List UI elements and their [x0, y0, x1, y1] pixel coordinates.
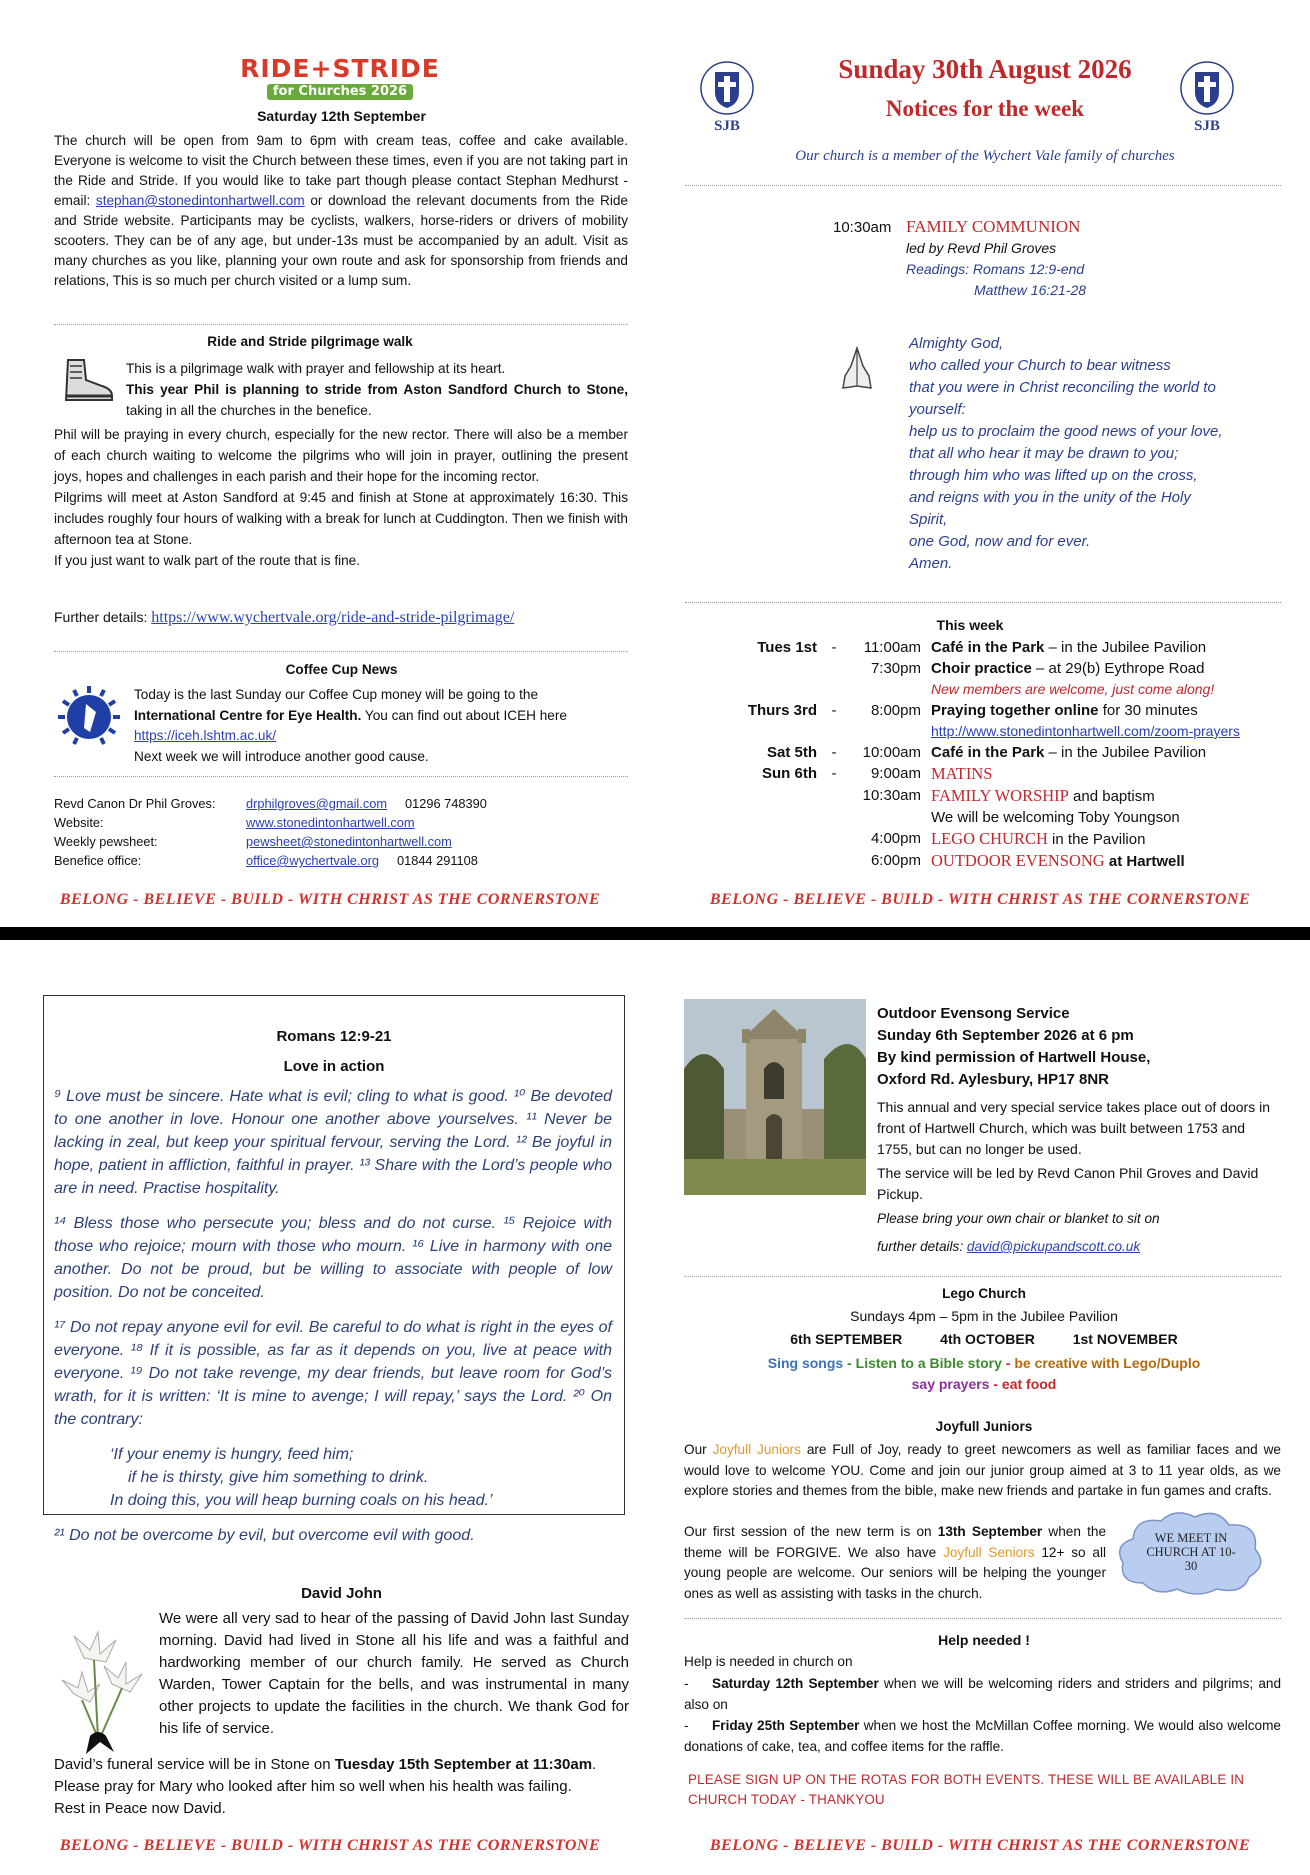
evensong-further: further details: [877, 1239, 967, 1254]
lego-activity: say prayers [911, 1376, 990, 1392]
schedule-day [731, 807, 821, 828]
lego-date: 6th SEPTEMBER [790, 1331, 903, 1347]
coffee-line-4: Next week we will introduce another good cause. [134, 748, 429, 764]
lego-activity: eat food [1001, 1376, 1057, 1392]
schedule-dash [821, 721, 847, 742]
walk-line-2-bold: This year Phil is planning to stride from Aston Sandford Church to Stone, [126, 382, 628, 397]
lego-date: 1st NOVEMBER [1072, 1331, 1178, 1347]
contact-label: Weekly pewsheet: [54, 834, 158, 849]
schedule-day: Sat 5th [766, 744, 817, 761]
schedule-time: 10:00am [862, 744, 921, 761]
collect-line: Almighty God, [909, 335, 1004, 352]
david-para-4: Rest in Peace now David. [54, 1800, 226, 1817]
romans-title: Romans 12:9-21 [276, 1028, 392, 1045]
praying-hands-icon [837, 346, 877, 392]
schedule-time [847, 679, 925, 700]
hartwell-church-photo [684, 999, 866, 1195]
schedule-dash [821, 828, 847, 850]
evensong-para-2: The service will be led by Revd Canon Phil Groves and David Pickup. [877, 1165, 1259, 1202]
schedule-desc [925, 807, 1244, 828]
schedule-event-extra: in the Pavilion [1047, 831, 1146, 848]
lego-activities: Sing songs - Listen to a Bible story - be creative with Lego/Duplo say prayers - eat food [767, 1355, 1201, 1392]
divider [685, 185, 1281, 186]
evensong-body [877, 1097, 1277, 1257]
collect-line: who called your Church to bear witness [909, 357, 1171, 374]
schedule-event-text: OUTDOOR EVENSONG [931, 851, 1105, 870]
schedule-row [731, 763, 1244, 785]
q3-panel [0, 940, 655, 1875]
funeral-date: Tuesday 15th September at 11:30am [334, 1756, 593, 1773]
david-text [159, 1608, 629, 1740]
ride-intro-text: The church will be open from 9am to 6pm with cream teas, coffee and cake available. Everyone is welcome to visit the Church between these times, even if you are not taking part in the Ride and Stride. If you would like to take part though please contact Stephan Medhurst - email: [54, 133, 628, 208]
contact-label: Revd Canon Dr Phil Groves: [54, 796, 216, 811]
schedule-day: Tues 1st [757, 639, 817, 656]
verse-para: ¹⁴ Bless those who persecute you; bless and do not curse. ¹⁵ Rejoice with those who rejoice; mourn with those who mourn. ¹⁶ Live in harmony with one another. Do not be proud, but be willing to associate with people of low position. Do not be conceited. [54, 1215, 612, 1301]
help-item-2: - Friday 25th September when we host the McMillan Coffee morning. We would also welcome donations of cake, tea, and coffee items for the raffle. [684, 1718, 1281, 1754]
service-name: FAMILY COMMUNION [906, 217, 1081, 236]
service-time: 10:30am [833, 219, 892, 236]
lego-dates [684, 1331, 1284, 1347]
logo-top-text: RIDE+STRIDE [240, 54, 440, 83]
website-link[interactable]: www.stonedintonhartwell.com [246, 815, 415, 830]
schedule-desc [925, 763, 1244, 785]
schedule-time [847, 721, 925, 742]
lego-times: Sundays 4pm – 5pm in the Jubilee Pavilion [850, 1308, 1118, 1324]
schedule-desc [925, 679, 1244, 700]
schedule-dash [821, 679, 847, 700]
lego-activity: Listen to a Bible story [855, 1355, 1002, 1371]
help-text-2: when we host the McMillan Coffee morning. We would also welcome donations of cake, tea, and coffee items for the raffle. [684, 1718, 1281, 1754]
walk-line-2: taking in all the churches in the benefice. [126, 403, 372, 418]
contact-row [54, 794, 644, 813]
schedule-row [731, 807, 1244, 828]
sjb-text: SJB [1194, 118, 1220, 134]
readings-2: Matthew 16:21-28 [974, 282, 1087, 298]
page-divider [0, 927, 1310, 940]
divider [684, 1276, 1281, 1277]
ride-stride-logo [222, 56, 458, 102]
evensong-para-3: Please bring your own chair or blanket to sit on [877, 1211, 1160, 1226]
stephan-email-link[interactable]: stephan@stonedintonhartwell.com [95, 193, 305, 208]
coffee-line-1: Today is the last Sunday our Coffee Cup money will be going to the [134, 687, 539, 702]
jj-text-2 [684, 1522, 1106, 1604]
help-item-1: - Saturday 12th September when we will be welcoming riders and striders and pilgrims; and also on [684, 1676, 1282, 1712]
footer-motto: BELONG - BELIEVE - BUILD - WITH CHRIST AS THE CORNERSTONE [709, 891, 1251, 908]
collect-line: one God, now and for ever. [909, 533, 1091, 550]
verse-para: ⁹ Love must be sincere. Hate what is evil; cling to what is good. ¹⁰ Be devoted to one another in love. Honour one another above yourselves. ¹¹ Never be lacking in zeal, but keep your spiritual fervour, serving the Lord. ¹² Be joyful in hope, patient in affliction, faithful in prayer. ¹³ Share with the Lord’s people who are in need. Practise hospitality. [54, 1088, 612, 1197]
schedule-event-text: MATINS [931, 764, 993, 783]
jj-session-c: when the theme will be FORGIVE. We also have [684, 1524, 1107, 1560]
schedule-dash [821, 658, 847, 679]
sjb-text: SJB [714, 118, 740, 134]
schedule-time: 10:30am [862, 787, 921, 804]
contact-label: Benefice office: [54, 853, 142, 868]
walk-body [54, 424, 628, 571]
ride-intro-text-2: or download the relevant documents from the Ride and Stride website. Participants may be cyclists, walkers, horse-riders or drivers of mobility scooters. They can be of any age, but under-13s must be accompanied by an adult. Visit as many churches as you like, planning your own route and ask for sponsorship from friends and relations, This is so much per church visited or a lump sum. [54, 193, 628, 288]
contact-label: Website: [54, 815, 104, 830]
schedule-event-text: We will be welcoming Toby Youngson [931, 809, 1180, 826]
schedule-event-text: LEGO CHURCH [931, 829, 1048, 848]
contact-row [54, 832, 644, 851]
contact-phone: 01844 291108 [396, 853, 478, 868]
collect-line: help us to proclaim the good news of your love, [909, 423, 1223, 440]
zoom-prayers-link[interactable]: http://www.stonedintonhartwell.com/zoom-prayers [931, 723, 1240, 739]
pewsheet-email-link[interactable]: pewsheet@stonedintonhartwell.com [246, 834, 452, 849]
schedule-desc [925, 721, 1244, 742]
schedule-row [731, 637, 1244, 658]
schedule-time [847, 807, 925, 828]
david-para-1: We were all very sad to hear of the passing of David John last Sunday morning. David had lived in Stone all his life and was a faithful and hardworking member of our church family. He served as Church Warden, Tower Captain for the bells, and was instrumental in many other projects to update the facilities in the church. We thank God for his life of service. [159, 1610, 629, 1737]
lego-activity: be creative with Lego/Duplo [1014, 1355, 1201, 1371]
schedule-day [731, 828, 821, 850]
coffee-title: Coffee Cup News [285, 662, 398, 677]
coffee-text [134, 685, 634, 767]
schedule-dash: - [831, 744, 837, 761]
walk-para-2: Phil will be praying in every church, especially for the new rector. There will also be a member of each church waiting to welcome the pilgrims who will join in prayer, outlining the present joys, hopes and challenges in each parish and their hope for the incoming rector. [54, 427, 628, 484]
contact-row [54, 851, 644, 870]
schedule-desc [925, 828, 1244, 850]
contact-row [54, 813, 644, 832]
walk-title: Ride and Stride pilgrimage walk [207, 334, 413, 349]
readings-1: Readings: Romans 12:9-end [906, 261, 1085, 277]
evensong-h3: By kind permission of Hartwell House, [877, 1049, 1151, 1066]
jj-text-c: are Full of Joy, ready to greet newcomers as well as familiar faces and we would love to welcome YOU. Come and join our junior group aimed at 3 to 11 year olds, as we explore stories and themes from the bible, make new friends and partake in fun games and crafts. [684, 1442, 1281, 1498]
schedule-time: 11:00am [863, 639, 921, 656]
schedule-event-name: Praying together online [931, 702, 1099, 719]
q1-panel [0, 0, 655, 930]
schedule-event-text: – in the Jubilee Pavilion [1044, 744, 1207, 761]
help-date-1: Saturday 12th September [712, 1676, 879, 1691]
eye-health-logo-icon [56, 684, 122, 750]
led-by: led by Revd Phil Groves [906, 240, 1057, 256]
schedule-row [731, 658, 1244, 679]
schedule-event-text: FAMILY WORSHIP [931, 786, 1069, 805]
jj-text [684, 1440, 1281, 1502]
signup-note: PLEASE SIGN UP ON THE ROTAS FOR BOTH EVENTS. THESE WILL BE AVAILABLE IN CHURCH TODAY - THANKYOU [688, 1772, 1245, 1807]
collect-line: Spirit, [909, 511, 948, 528]
logo-bottom-text: for Churches 2026 [267, 84, 413, 100]
member-line: Our church is a member of the Wychert Vale family of churches [795, 148, 1175, 164]
contact-email-link[interactable]: drphilgroves@gmail.com [246, 796, 388, 811]
schedule-desc [925, 658, 1244, 679]
schedule-row [731, 828, 1244, 850]
jj-text-a: Our [684, 1442, 713, 1457]
meet-cloud [1113, 1505, 1269, 1599]
help-title: Help needed ! [938, 1632, 1030, 1648]
notice-subtitle: Notices for the week [885, 96, 1085, 121]
cloud-text: WE MEET IN CHURCH AT 10-30 [1146, 1531, 1236, 1573]
schedule-day [731, 850, 821, 872]
schedule-desc [925, 785, 1244, 807]
quote-line: if he is thirsty, give him something to drink. [128, 1469, 429, 1486]
divider [54, 776, 628, 777]
further-details [54, 609, 514, 627]
divider [54, 324, 628, 325]
evensong-h4: Oxford Rd. Aylesbury, HP17 8NR [877, 1071, 1110, 1088]
schedule-time: 8:00pm [870, 702, 921, 719]
divider [685, 602, 1281, 603]
walking-boot-icon [58, 356, 120, 404]
schedule-time: 7:30pm [870, 660, 921, 677]
schedule-event-text: – at 29(b) Eythrope Road [1031, 660, 1205, 677]
romans-text [54, 1085, 612, 1547]
schedule-row [731, 742, 1244, 763]
week-title: This week [936, 617, 1004, 633]
schedule-event-extra: and baptism [1068, 788, 1155, 805]
schedule-day [731, 721, 821, 742]
schedule-row [731, 679, 1244, 700]
schedule-dash: - [831, 702, 837, 719]
schedule-dash: - [831, 765, 837, 782]
week-schedule [731, 637, 1244, 872]
collect-line: Amen. [909, 555, 953, 572]
quote-line: In doing this, you will heap burning coals on his head.’ [110, 1492, 493, 1509]
ride-date: Saturday 12th September [257, 108, 426, 124]
schedule-desc [925, 700, 1244, 721]
romans-subtitle: Love in action [283, 1058, 385, 1075]
schedule-row [731, 721, 1244, 742]
q2-panel [655, 0, 1310, 930]
schedule-day [731, 785, 821, 807]
pilgrimage-link[interactable]: https://www.wychertvale.org/ride-and-stride-pilgrimage/ [151, 609, 515, 626]
schedule-dash [821, 850, 847, 872]
schedule-dash [821, 785, 847, 807]
schedule-event-name: Café in the Park [931, 744, 1045, 761]
schedule-time: 6:00pm [870, 852, 921, 869]
walk-para-3: Pilgrims will meet at Aston Sandford at 9:45 and finish at Stone at approximately 16:30. This includes roughly four hours of walking with a break for lunch at Cuddington. Then we finish with afternoon tea at Stone. [54, 490, 628, 547]
schedule-dash: - [831, 639, 837, 656]
contacts [54, 794, 644, 870]
collect-prayer [909, 333, 1289, 575]
schedule-row [731, 785, 1244, 807]
service-block [833, 216, 1273, 301]
jj-session-date: 13th September [937, 1524, 1043, 1539]
evensong-h1: Outdoor Evensong Service [877, 1005, 1070, 1022]
schedule-day: Sun 6th [762, 765, 817, 782]
q4-panel [655, 940, 1310, 1875]
iceh-link[interactable]: https://iceh.lshtm.ac.uk/ [134, 728, 277, 743]
help-date-2: Friday 25th September [712, 1718, 860, 1733]
footer-motto: BELONG - BELIEVE - BUILD - WITH CHRIST AS THE CORNERSTONE [709, 1837, 1251, 1854]
jj-seniors-name: Joyfull Seniors [943, 1544, 1035, 1560]
office-email-link[interactable]: office@wychertvale.org [246, 853, 379, 868]
evensong-h2: Sunday 6th September 2026 at 6 pm [877, 1027, 1134, 1044]
lego-activity: Sing songs [767, 1355, 844, 1371]
help-text-1: when we will be welcoming riders and striders and pilgrims; and also on [684, 1676, 1282, 1712]
footer-motto: BELONG - BELIEVE - BUILD - WITH CHRIST AS THE CORNERSTONE [59, 891, 601, 908]
schedule-row [731, 700, 1244, 721]
contact-phone: 01296 748390 [405, 796, 487, 811]
schedule-event-text: New members are welcome, just come along! [931, 681, 1215, 697]
schedule-event-extra: at Hartwell [1104, 853, 1185, 870]
funeral-end: . [592, 1756, 597, 1773]
schedule-day: Thurs 3rd [747, 702, 817, 719]
schedule-desc [925, 637, 1244, 658]
david-email-link[interactable]: david@pickupandscott.co.uk [966, 1239, 1141, 1254]
collect-line: that you were in Christ reconciling the world to [909, 379, 1216, 396]
jj-session-a: Our first session of the new term is on [684, 1524, 938, 1539]
quote-line: ‘If your enemy is hungry, feed him; [110, 1446, 354, 1463]
schedule-row [731, 850, 1244, 872]
help-intro: Help is needed in church on [684, 1654, 853, 1669]
funeral-text: David’s funeral service will be in Stone on [54, 1756, 335, 1773]
schedule-day [731, 658, 821, 679]
jj-session-e: 12+ so all young people are welcome. Our seniors will be helping the younger ones as well as assisting with tasks in the church. [684, 1544, 1106, 1601]
collect-line: that all who hear it may be drawn to you; [909, 445, 1179, 462]
walk-line-1: This is a pilgrimage walk with prayer and fellowship at its heart. [126, 361, 506, 376]
david-more [54, 1754, 644, 1820]
jj-name: Joyfull Juniors [712, 1442, 801, 1457]
schedule-desc [925, 742, 1244, 763]
notice-title: Sunday 30th August 2026 [838, 54, 1132, 84]
jj-title: Joyfull Juniors [935, 1419, 1033, 1434]
schedule-event-name: Café in the Park [931, 639, 1045, 656]
schedule-desc [925, 850, 1244, 872]
collect-line: yourself: [909, 401, 966, 418]
schedule-time: 9:00am [870, 765, 921, 782]
lego-title: Lego Church [942, 1286, 1026, 1301]
coffee-line-2-bold: International Centre for Eye Health. [134, 707, 362, 723]
collect-line: and reigns with you in the unity of the Holy [909, 489, 1191, 506]
evensong-heading [877, 1003, 1277, 1091]
lego-date: 4th OCTOBER [940, 1331, 1035, 1347]
schedule-dash [821, 807, 847, 828]
david-title: David John [301, 1585, 382, 1602]
walk-para-4: If you just want to walk part of the route that is fine. [54, 553, 361, 568]
schedule-event-text: – in the Jubilee Pavilion [1044, 639, 1207, 656]
schedule-day [731, 679, 821, 700]
schedule-time: 4:00pm [870, 830, 921, 847]
footer-motto: BELONG - BELIEVE - BUILD - WITH CHRIST AS THE CORNERSTONE [59, 1837, 601, 1854]
verse-para: ²¹ Do not be overcome by evil, but overcome evil with good. [54, 1527, 475, 1544]
coffee-line-2: You can find out about ICEH here [361, 707, 567, 723]
verse-quote [54, 1443, 612, 1512]
lily-flower-icon [54, 1628, 150, 1758]
walk-text [126, 358, 628, 421]
ride-intro [54, 131, 628, 291]
schedule-event-name: Choir practice [931, 660, 1032, 677]
further-label: Further details: [54, 609, 152, 625]
divider [54, 651, 628, 652]
schedule-event-text: for 30 minutes [1098, 702, 1198, 719]
collect-line: through him who was lifted up on the cross, [909, 467, 1198, 484]
evensong-para-1: This annual and very special service takes place out of doors in front of Hartwell Church, which was built between 1753 and 1755, but can no longer be used. [877, 1099, 1270, 1157]
divider [684, 1618, 1281, 1619]
david-para-3: Please pray for Mary who looked after him so well when his health was failing. [54, 1778, 572, 1795]
verse-para: ¹⁷ Do not repay anyone evil for evil. Be careful to do what is right in the eyes of everyone. ¹⁸ If it is possible, as far as it depends on you, live at peace with everyone. ¹⁹ Do not take revenge, my dear friends, but leave room for God’s wrath, for it is written: ‘It is mine to avenge; I will repay,’ says the Lord. ²⁰ On the contrary: [54, 1319, 612, 1428]
